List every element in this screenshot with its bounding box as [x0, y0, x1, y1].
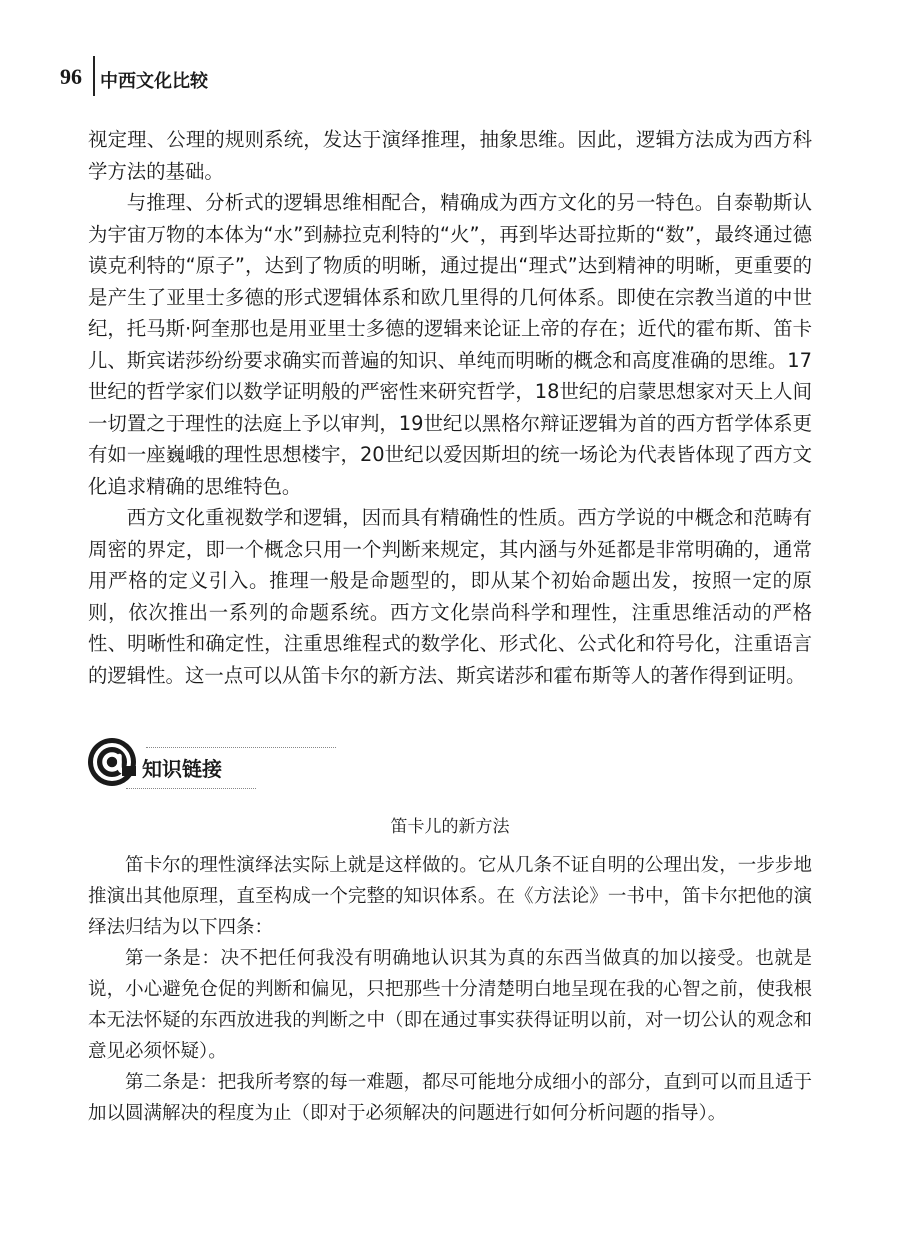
book-title: 中西文化比较	[100, 71, 208, 92]
sidebar-reading	[88, 812, 812, 1129]
paragraph-precision: 与推理、分析式的逻辑思维相配合，精确成为西方文化的另一特色。自泰勒斯认为宇宙万物的本体为“水”到赫拉克利特的“火”，再到毕达哥拉斯的“数”，最终通过德谟克利特的“原子”，达到了物质的明晰，通过提出“理式”达到精神的明晰，更重要的是产生了亚里士多德的形式逻辑体系和欧几里得的几何体系。即使在宗教当道的中世纪，托马斯·阿奎那也是用亚里士多德的逻辑来论证上帝的存在；近代的霍布斯、笛卡儿、斯宾诺莎纷纷要求确实而普遍的知识、单纯而明晰的概念和高度准确的思维。17世纪的哲学家们以数学证明般的严密性来研究哲学，18世纪的启蒙思想家对天上人间一切置之于理性的法庭上予以审判，19世纪以黑格尔辩证逻辑为首的西方哲学体系更有如一座巍峨的理性思想楼宇，20世纪以爱因斯坦的统一场论为代表皆体现了西方文化追求精确的思维特色。	[88, 191, 812, 498]
header-divider	[93, 56, 95, 96]
page-number: 96	[60, 64, 82, 89]
sidebar-title: 笛卡儿的新方法	[390, 817, 510, 837]
sidebar-paragraph-intro: 笛卡尔的理性演绎法实际上就是这样做的。它从几条不证自明的公理出发，一步步地推演出其他原理，直至构成一个完整的知识体系。在《方法论》一书中，笛卡尔把他的演绎法归结为以下四条：	[88, 855, 812, 938]
sidebar-paragraph-rule-one: 第一条是：决不把任何我没有明确地认识其为真的东西当做真的加以接受。也就是说，小心避免仓促的判断和偏见，只把那些十分清楚明白地呈现在我的心智之前，使我根本无法怀疑的东西放进我的判断之中（即在通过事实获得证明以前，对一切公认的观念和意见必须怀疑）。	[88, 948, 812, 1062]
paragraph-logic: 西方文化重视数学和逻辑，因而具有精确性的性质。西方学说的中概念和范畴有周密的界定，即一个概念只用一个判断来规定，其内涵与外延都是非常明确的，通常用严格的定义引入。推理一般是命题型的，即从某个初始命题出发，按照一定的原则，依次推出一系列的命题系统。西方文化崇尚科学和理性，注重思维活动的严格性、明晰性和确定性，注重思维程式的数学化、形式化、公式化和符号化，注重语言的逻辑性。这一点可以从笛卡尔的新方法、斯宾诺莎和霍布斯等人的著作得到证明。	[88, 506, 812, 687]
knowledge-link-label: 知识链接	[142, 757, 222, 781]
main-text	[88, 124, 812, 691]
sidebar-paragraph-rule-two: 第二条是：把我所考察的每一难题，都尽可能地分成细小的部分，直到可以而且适于加以圆满解决的程度为止（即对于必须解决的问题进行如何分析问题的指导）。	[88, 1072, 812, 1124]
banner-bottom-dotted-line	[126, 788, 256, 789]
at-sign-icon	[86, 736, 138, 788]
paragraph-continuation: 视定理、公理的规则系统，发达于演绎推理，抽象思维。因此，逻辑方法成为西方科学方法的基础。	[88, 128, 812, 183]
knowledge-link-banner	[86, 730, 256, 792]
banner-top-dotted-line	[146, 747, 336, 748]
